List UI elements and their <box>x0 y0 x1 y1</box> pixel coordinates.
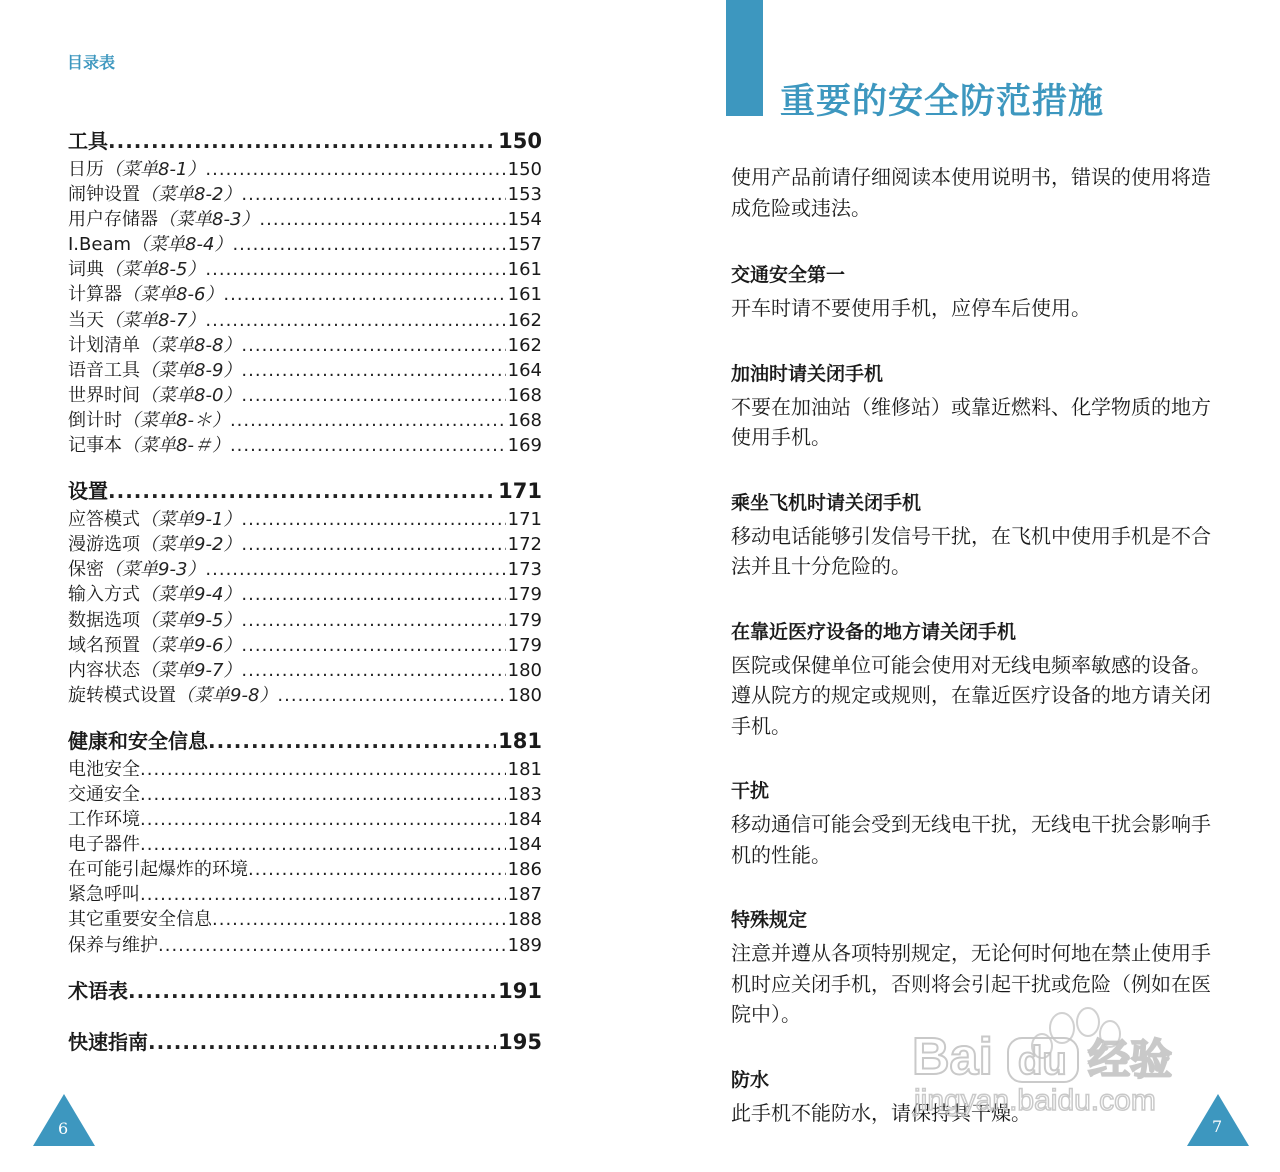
toc-entry[interactable]: 世界时间 （菜单8-0） ..... 168 <box>68 383 542 408</box>
toc-entry[interactable]: 内容状态 （菜单9-7） ..... 180 <box>68 658 542 683</box>
safety-text: 医院或保健单位可能会使用对无线电频率敏感的设备。遵从院方的规定或规则，在靠近医疗设备的地方请关闭手机。 <box>731 652 1211 738</box>
page-title: 重要的安全防范措施 <box>780 82 1105 122</box>
toc-entry[interactable]: 记事本 （菜单8-＃） ..... 169 <box>68 433 542 458</box>
toc-entry[interactable]: 计划清单 （菜单8-8） ..... 162 <box>68 333 542 358</box>
intro-paragraph: 使用产品前请仔细阅读本使用说明书，错误的使用将造成危险或违法。 <box>731 165 1211 220</box>
toc-entry[interactable]: 电子器件 ..... 184 <box>68 832 542 857</box>
toc-entry[interactable]: 数据选项 （菜单9-5） ..... 179 <box>68 608 542 633</box>
toc-entry[interactable]: 工作环境 ..... 184 <box>68 807 542 832</box>
toc-entry[interactable]: 交通安全 ..... 183 <box>68 782 542 807</box>
toc-entry[interactable]: 电池安全 ..... 181 <box>68 757 542 782</box>
toc-entry[interactable]: 保密 （菜单9-3） ..... 173 <box>68 557 542 582</box>
toc-entry[interactable]: 保养与维护 ..... 189 <box>68 933 542 958</box>
safety-heading: 交通安全第一 <box>731 264 846 286</box>
safety-heading: 加油时请关闭手机 <box>731 362 884 385</box>
toc-section-tools <box>68 128 542 458</box>
toc-section-health-safety <box>68 728 542 958</box>
toc-entry[interactable]: 应答模式 （菜单9-1） ..... 171 <box>68 507 542 532</box>
safety-item <box>731 906 1216 1030</box>
toc-entry[interactable]: 漫游选项 （菜单9-2） ..... 172 <box>68 532 542 557</box>
safety-item <box>731 777 1216 870</box>
toc-entry[interactable]: 在可能引起爆炸的环境 ..... 186 <box>68 857 542 882</box>
toc-entry[interactable]: 紧急呼叫 ..... 187 <box>68 882 542 907</box>
safety-heading: 乘坐飞机时请关闭手机 <box>731 491 922 514</box>
safety-text: 不要在加油站（维修站）或靠近燃料、化学物质的地方使用手机。 <box>731 394 1211 449</box>
running-head: 目录表 <box>67 53 116 72</box>
toc-entry[interactable]: 日历 （菜单8-1） ..... 150 <box>68 157 542 182</box>
toc-entry[interactable]: 词典 （菜单8-5） ..... 161 <box>68 257 542 282</box>
toc-entry[interactable]: 用户存储器 （菜单8-3） ..... 154 <box>68 207 542 232</box>
toc-section-settings <box>68 478 542 708</box>
toc-section-heading[interactable]: 术语表 ..... 191 <box>68 978 542 1005</box>
toc-section-heading[interactable]: 健康和安全信息 ..... 181 <box>68 728 542 755</box>
accent-bar <box>726 0 763 116</box>
toc-entry[interactable]: 语音工具 （菜单8-9） ..... 164 <box>68 358 542 383</box>
safety-item <box>731 261 1216 324</box>
safety-item <box>731 618 1216 742</box>
toc-entry[interactable]: 输入方式 （菜单9-4） ..... 179 <box>68 582 542 607</box>
svg-text:jingyan.baidu.com: jingyan.baidu.com <box>914 1084 1156 1117</box>
safety-text: 开车时请不要使用手机，应停车后使用。 <box>731 296 1091 320</box>
safety-item <box>731 360 1216 453</box>
safety-item <box>731 489 1216 582</box>
toc-entry[interactable]: 计算器 （菜单8-6） ..... 161 <box>68 282 542 307</box>
safety-text: 移动电话能够引发信号干扰，在飞机中使用手机是不合法并且十分危险的。 <box>731 523 1211 578</box>
safety-heading: 干扰 <box>731 780 770 802</box>
safety-heading: 防水 <box>731 1068 770 1091</box>
safety-text: 注意并遵从各项特别规定，无论何时何地在禁止使用手机时应关闭手机，否则将会引起干扰或危险（例如在医院中）。 <box>731 941 1211 1026</box>
toc-entry[interactable]: 倒计时 （菜单8-＊） ..... 168 <box>68 408 542 433</box>
toc-entry[interactable]: 旋转模式设置 （菜单9-8） ..... 180 <box>68 683 542 708</box>
safety-content <box>731 162 1216 1164</box>
svg-text:du: du <box>1018 1039 1067 1083</box>
toc-entry[interactable]: 闹钟设置 （菜单8-2） ..... 153 <box>68 182 542 207</box>
safety-heading: 特殊规定 <box>731 909 808 931</box>
svg-text:Bai: Bai <box>912 1028 993 1086</box>
toc-section-quick-guide <box>68 1029 542 1056</box>
safety-heading: 在靠近医疗设备的地方请关闭手机 <box>731 620 1017 643</box>
toc-section-heading[interactable]: 设置 ..... 171 <box>68 478 542 505</box>
page-number: 6 <box>58 1119 69 1138</box>
page-number: 7 <box>1212 1117 1223 1136</box>
toc-entry[interactable]: 其它重要安全信息 ..... 188 <box>68 907 542 932</box>
toc-entry[interactable]: 域名预置 （菜单9-6） ..... 179 <box>68 633 542 658</box>
toc-section-glossary <box>68 978 542 1005</box>
toc-entry[interactable]: I.Beam （菜单8-4） ..... 157 <box>68 232 542 257</box>
toc-section-heading[interactable]: 工具 ..... 150 <box>68 128 542 155</box>
toc-entry[interactable]: 当天 （菜单8-7） ..... 162 <box>68 308 542 333</box>
table-of-contents <box>68 128 542 1076</box>
safety-text: 移动通信可能会受到无线电干扰，无线电干扰会影响手机的性能。 <box>731 812 1211 867</box>
safety-text: 此手机不能防水，请保持其干燥。 <box>731 1100 1031 1125</box>
toc-section-heading[interactable]: 快速指南 ..... 195 <box>68 1029 542 1056</box>
svg-text:经验: 经验 <box>1088 1035 1173 1084</box>
safety-item <box>731 1066 1216 1129</box>
